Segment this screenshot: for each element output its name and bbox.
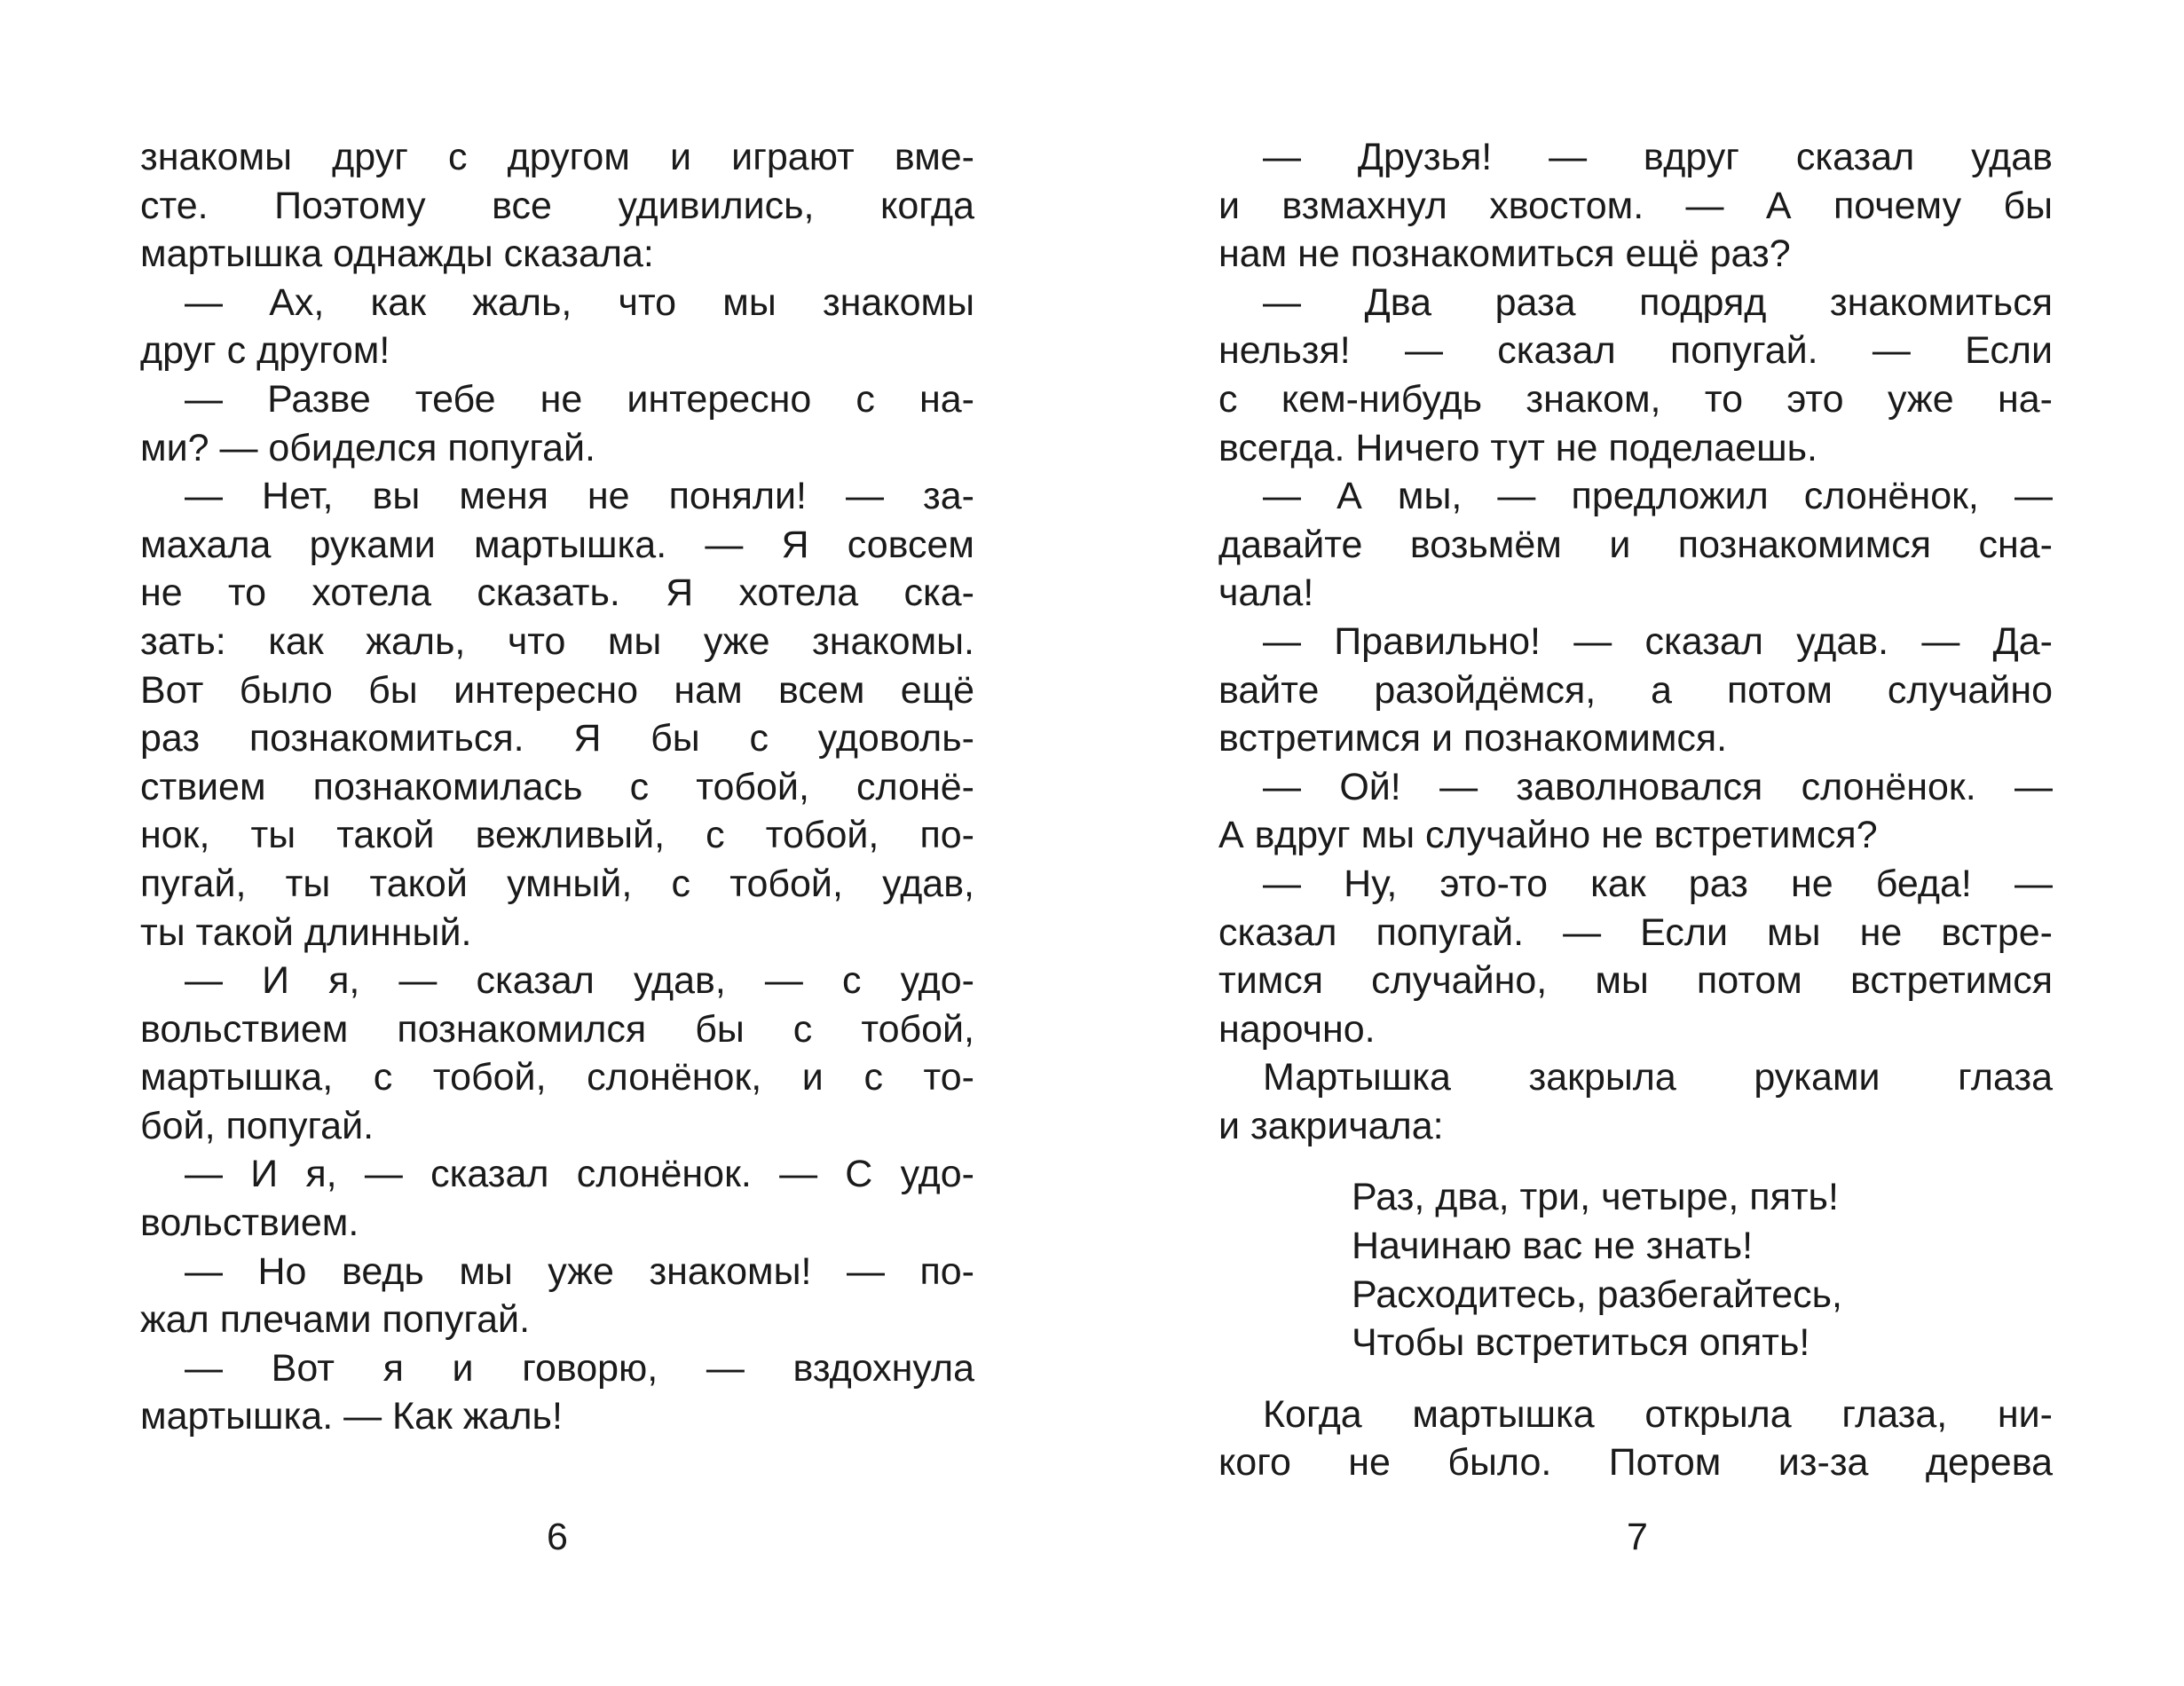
text-line: нок, ты такой вежливый, с тобой, по- — [140, 814, 974, 857]
text-line: — Нет, вы меня не поняли! — за- — [185, 475, 974, 518]
poem-line: Расходитесь, разбегайтесь, — [1352, 1272, 1842, 1316]
text-line: — Вот я и говорю, — вздохнула — [185, 1346, 974, 1390]
text-line: с кем-нибудь знаком, то это уже на- — [1218, 377, 2053, 421]
text-line: Мартышка закрыла руками глаза — [1263, 1056, 2053, 1099]
text-line: тимся случайно, мы потом встретимся — [1218, 959, 2053, 1003]
page-number-left: 6 — [547, 1516, 568, 1558]
text-line: ствием познакомилась с тобой, слонё- — [140, 765, 974, 808]
text-line: — Разве тебе не интересно с на- — [185, 377, 974, 421]
text-line: встретимся и познакомимся. — [1218, 717, 1728, 760]
text-line: не то хотела сказать. Я хотела ска- — [140, 571, 974, 615]
text-line: мартышка, с тобой, слонёнок, и с то- — [140, 1056, 974, 1099]
text-line: мартышка. — Как жаль! — [140, 1395, 563, 1438]
text-line: вайте разойдёмся, а потом случайно — [1218, 668, 2053, 712]
text-line: кого не было. Потом из-за дерева — [1218, 1441, 2053, 1485]
text-line: Вот было бы интересно нам всем ещё — [140, 668, 974, 712]
text-line: — Но ведь мы уже знакомы! — по- — [185, 1249, 974, 1293]
text-line: нарочно. — [1218, 1007, 1376, 1051]
text-line: зать: как жаль, что мы уже знакомы. — [140, 619, 974, 663]
poem-line: Начинаю вас не знать! — [1352, 1225, 1754, 1268]
text-line: и взмахнул хвостом. — А почему бы — [1218, 184, 2053, 227]
text-line: — А мы, — предложил слонёнок, — — [1263, 475, 2053, 518]
page-number-right: 7 — [1627, 1516, 1648, 1558]
text-line: — Ну, это-то как раз не беда! — — [1263, 862, 2053, 905]
text-line: махала руками мартышка. — Я совсем — [140, 523, 974, 566]
text-line: — Друзья! — вдруг сказал удав — [1263, 136, 2053, 178]
left-page — [140, 133, 974, 1441]
text-line: раз познакомиться. Я бы с удоволь- — [140, 717, 974, 760]
text-line: знакомы друг с другом и играют вме- — [140, 136, 974, 178]
right-page — [1218, 133, 2053, 1487]
text-line: друг с другом! — [140, 329, 390, 373]
text-line: А вдруг мы случайно не встретимся? — [1218, 814, 1878, 857]
text-line: нам не познакомиться ещё раз? — [1218, 232, 1791, 276]
text-line: давайте возьмём и познакомимся сна- — [1218, 523, 2053, 566]
text-line: — Ах, как жаль, что мы знакомы — [185, 280, 974, 324]
text-line: всегда. Ничего тут не поделаешь. — [1218, 426, 1817, 469]
text-line: сказал попугай. — Если мы не встре- — [1218, 910, 2053, 954]
text-line: пугай, ты такой умный, с тобой, удав, — [140, 862, 974, 905]
text-line: — И я, — сказал слонёнок. — С удо- — [185, 1153, 974, 1196]
text-line: — И я, — сказал удав, — с удо- — [185, 959, 974, 1003]
text-line: — Два раза подряд знакомиться — [1263, 280, 2053, 324]
text-line: чала! — [1218, 571, 1314, 615]
poem-line: Чтобы встретиться опять! — [1352, 1321, 1810, 1365]
text-line: жал плечами попугай. — [140, 1298, 531, 1342]
poem-line: Раз, два, три, четыре, пять! — [1352, 1176, 1839, 1219]
text-line: бой, попугай. — [140, 1104, 375, 1147]
text-line: — Правильно! — сказал удав. — Да- — [1263, 619, 2053, 663]
text-line: вольствием познакомился бы с тобой, — [140, 1007, 974, 1051]
text-line: — Ой! — заволновался слонёнок. — — [1263, 765, 2053, 808]
text-line: ми? — обиделся попугай. — [140, 426, 595, 469]
text-line: и закричала: — [1218, 1104, 1444, 1147]
text-line: Когда мартышка открыла глаза, ни- — [1263, 1392, 2053, 1436]
text-line: нельзя! — сказал попугай. — Если — [1218, 329, 2053, 373]
text-line: сте. Поэтому все удивились, когда — [140, 184, 974, 227]
poem — [1218, 1173, 2053, 1367]
text-line: мартышка однажды сказала: — [140, 232, 654, 276]
text-line: вольствием. — [140, 1201, 359, 1245]
text-line: ты такой длинный. — [140, 910, 472, 954]
